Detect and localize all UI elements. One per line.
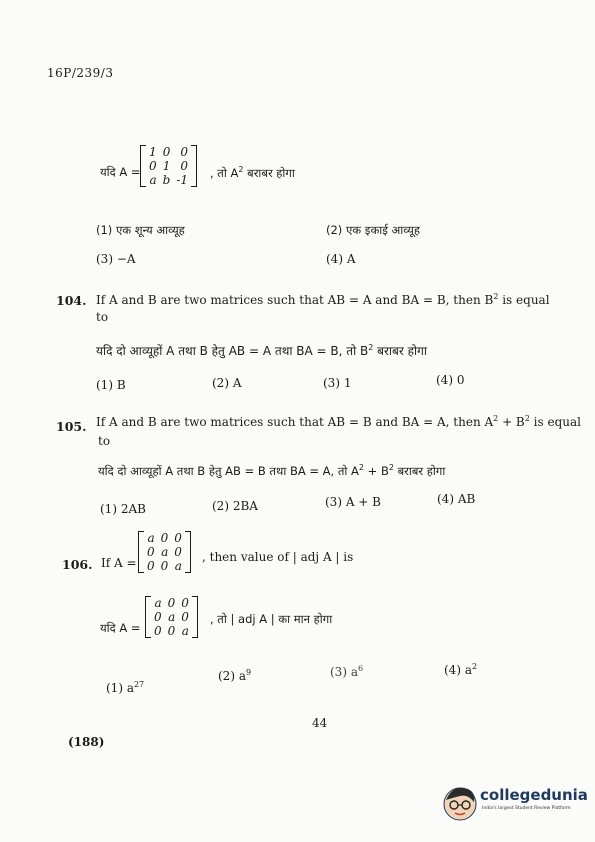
matrix-cell: a — [149, 173, 157, 187]
q103-option-2: (2) एक इकाई आव्यूह — [326, 223, 421, 237]
q106-suffix-en: , then value of | adj A | is — [202, 550, 354, 564]
q106-prefix-en: If A = — [101, 556, 137, 570]
matrix-cell: -1 — [176, 173, 189, 187]
q104-text-en-2: to — [96, 310, 109, 324]
q104-number: 104. — [56, 293, 87, 308]
q106-prefix-hi: यदि A = — [100, 621, 141, 635]
matrix-cell: 0 — [154, 610, 162, 624]
collegedunia-logo — [442, 784, 588, 824]
q105-text-hi: यदि दो आव्यूहों A तथा B हेतु AB = B तथा BA = A, तो $A^2 + B^2$ बराबर होगा — [98, 463, 446, 478]
matrix-cell: a — [161, 545, 169, 559]
q106-option-1: (1) $a^{27}$ — [106, 680, 145, 695]
q103-option-4: (4) A — [326, 252, 356, 266]
matrix-cell: 0 — [147, 559, 155, 573]
q103-option-3: (3) −A — [96, 252, 136, 266]
q103-matrix — [140, 145, 197, 187]
q106-option-4: (4) $a^2$ — [444, 662, 478, 677]
brand-name: collegedunia — [480, 786, 588, 804]
q105-option-1: (1) 2AB — [100, 502, 146, 516]
q105-text-en: If A and B are two matrices such that AB = B and BA = A, then $A^2 + B^2$ is equal — [96, 414, 581, 429]
q105-option-3: (3) A + B — [325, 495, 381, 509]
matrix-cell: 0 — [181, 596, 189, 610]
q105-number: 105. — [56, 419, 87, 434]
q104-option-4: (4) 0 — [436, 373, 465, 387]
matrix-cell: 0 — [162, 145, 171, 159]
matrix-cell: a — [147, 531, 155, 545]
q104-option-2: (2) A — [212, 376, 242, 390]
matrix-cell: 0 — [149, 159, 157, 173]
matrix-cell: 0 — [180, 145, 189, 159]
q104-option-1: (1) B — [96, 378, 126, 392]
footer-code: (188) — [68, 735, 105, 749]
matrix-cell: 0 — [160, 559, 169, 573]
q104-text-hi: यदि दो आव्यूहों A तथा B हेतु AB = A तथा BA = B, तो $B^2$ बराबर होगा — [96, 343, 427, 358]
q105-text-en-2: to — [98, 434, 111, 448]
matrix-cell: 0 — [154, 624, 162, 638]
matrix-cell: 0 — [180, 159, 189, 173]
q105-option-2: (2) 2BA — [212, 499, 258, 513]
matrix-cell: 0 — [160, 531, 169, 545]
matrix-cell: 0 — [174, 531, 182, 545]
q104-text-en: If A and B are two matrices such that AB = A and BA = B, then $B^2$ is equal — [96, 292, 550, 307]
matrix-cell: 1 — [149, 145, 157, 159]
q106-suffix-hi: , तो | adj A | का मान होगा — [210, 612, 333, 626]
matrix-cell: 0 — [167, 596, 176, 610]
matrix-cell: a — [181, 624, 189, 638]
matrix-cell: 0 — [147, 545, 155, 559]
matrix-cell: 1 — [162, 159, 171, 173]
matrix-cell: 0 — [167, 624, 176, 638]
q105-option-4: (4) AB — [437, 492, 476, 506]
matrix-cell: a — [154, 596, 162, 610]
q103-option-1: (1) एक शून्य आव्यूह — [96, 223, 185, 237]
q103-suffix: , तो $A^2$ बराबर होगा — [210, 165, 295, 180]
mascot-icon — [442, 784, 478, 824]
matrix-cell: 0 — [174, 545, 182, 559]
page-number: 44 — [312, 716, 328, 730]
q106-option-3: (3) $a^6$ — [330, 664, 364, 679]
q106-matrix-hi — [145, 596, 198, 638]
paper-code: 16P/239/3 — [47, 66, 114, 80]
matrix-cell: a — [168, 610, 176, 624]
q104-option-3: (3) 1 — [323, 376, 352, 390]
q106-number: 106. — [62, 557, 93, 572]
matrix-cell: b — [162, 173, 171, 187]
matrix-cell: a — [174, 559, 182, 573]
matrix-cell: 0 — [181, 610, 189, 624]
q103-prefix: यदि A = — [100, 165, 141, 179]
q106-matrix-en — [138, 531, 191, 573]
brand-tagline: India's largest Student Review Platform — [482, 806, 571, 811]
q106-option-2: (2) $a^9$ — [218, 668, 252, 683]
